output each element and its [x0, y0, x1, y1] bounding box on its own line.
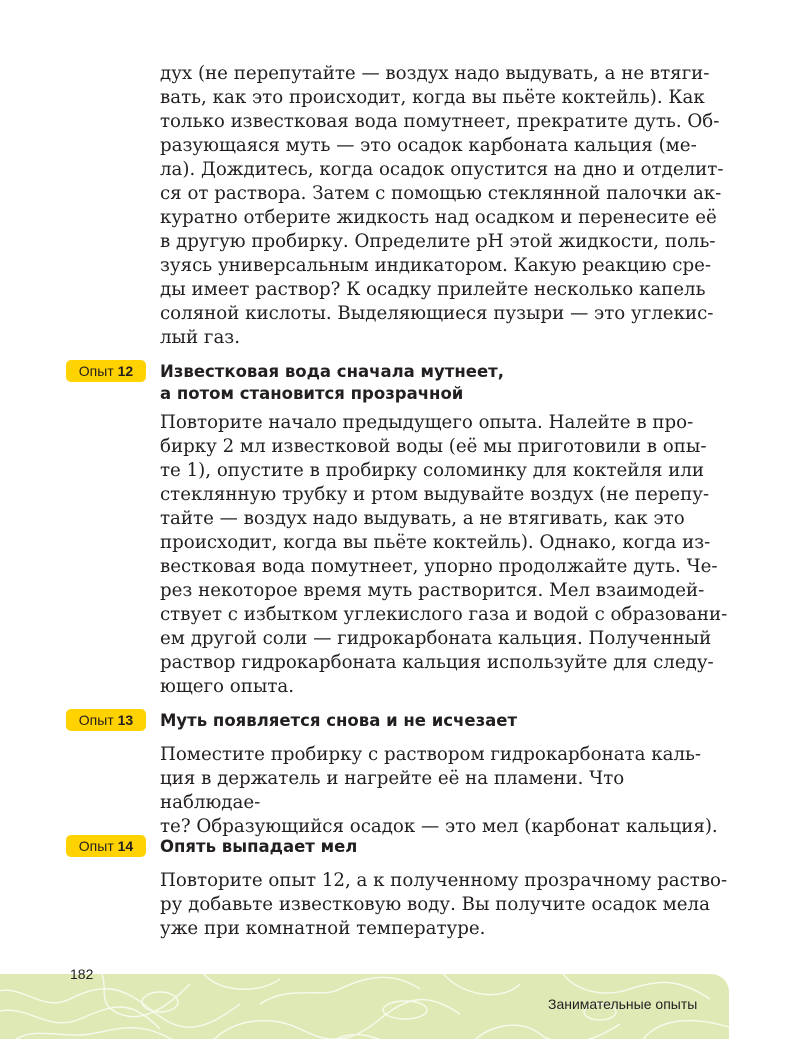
- badge-label: Опыт: [78, 838, 114, 854]
- experiment-title-12: Известковая вода сначала мутнеет, а потом становится прозрачной: [160, 362, 504, 403]
- experiment-title-13: Муть появляется снова и не исчезает: [160, 711, 518, 730]
- experiment-badge-12: [66, 360, 146, 382]
- badge-number: 14: [117, 838, 134, 854]
- experiment-title-14: Опять выпадает мел: [160, 837, 358, 856]
- page-number: 182: [70, 966, 94, 982]
- badge-number: 12: [117, 363, 134, 379]
- badge-label: Опыт: [78, 712, 114, 728]
- badge-number: 13: [117, 712, 134, 728]
- experiment-text-13: Поместите пробирку с раствором гидрокарбоната каль- ция в держатель и нагрейте её на пламени. Что наблюдае- те? Образующийся осадок — это мел (карбонат кальция).: [160, 744, 718, 837]
- badge-label: Опыт: [78, 363, 114, 379]
- running-footer-title: Занимательные опыты: [548, 996, 698, 1012]
- intro-paragraph: дух (не перепутайте — воздух надо выдувать, а не втяги- вать, как это происходит, когда вы пьёте коктейль). Как только известковая вода помутнеет, прекратите дуть. Об- разующаяся муть — это осадок карбоната кальция (ме- ла). Дождитесь, когда осадок опустится на дно и отделит- ся от раствора. Затем с помощью стеклянной палочки ак- куратно отберите жидкость над осадком и перенесите её в другую пробирку. Определите pH этой жидкости, поль- зуясь универсальным индикатором. Какую реакцию сре- ды имеет раствор? К осадку прилейте несколько капель соляной кислоты. Выделяющиеся пузыри — это углекис- лый газ.: [160, 63, 724, 348]
- experiment-text-12: Повторите начало предыдущего опыта. Налейте в про- бирку 2 мл известковой воды (её мы приготовили в опы- те 1), опустите в пробирку соломинку для коктейля или стеклянную трубку и ртом выдувайте воздух (не перепу- тайте — воздух надо выдувать, а не втягивать, как это происходит, когда вы пьёте коктейль). Однако, когда из- вестковая вода помутнеет, упорно продолжайте дуть. Че- рез некоторое время муть растворится. Мел взаимодей- ствует с избытком углекислого газа и водой с образовани- ем другой соли — гидрокарбоната кальция. Полученный раствор гидрокарбоната кальция используйте для следу- ющего опыта.: [160, 412, 728, 697]
- experiment-badge-14: [66, 835, 146, 857]
- experiment-text-14: Повторите опыт 12, а к полученному прозрачному раство- ру добавьте известковую воду. Вы получите осадок мела уже при комнатной температуре.: [160, 870, 728, 939]
- experiment-badge-13: [66, 709, 146, 731]
